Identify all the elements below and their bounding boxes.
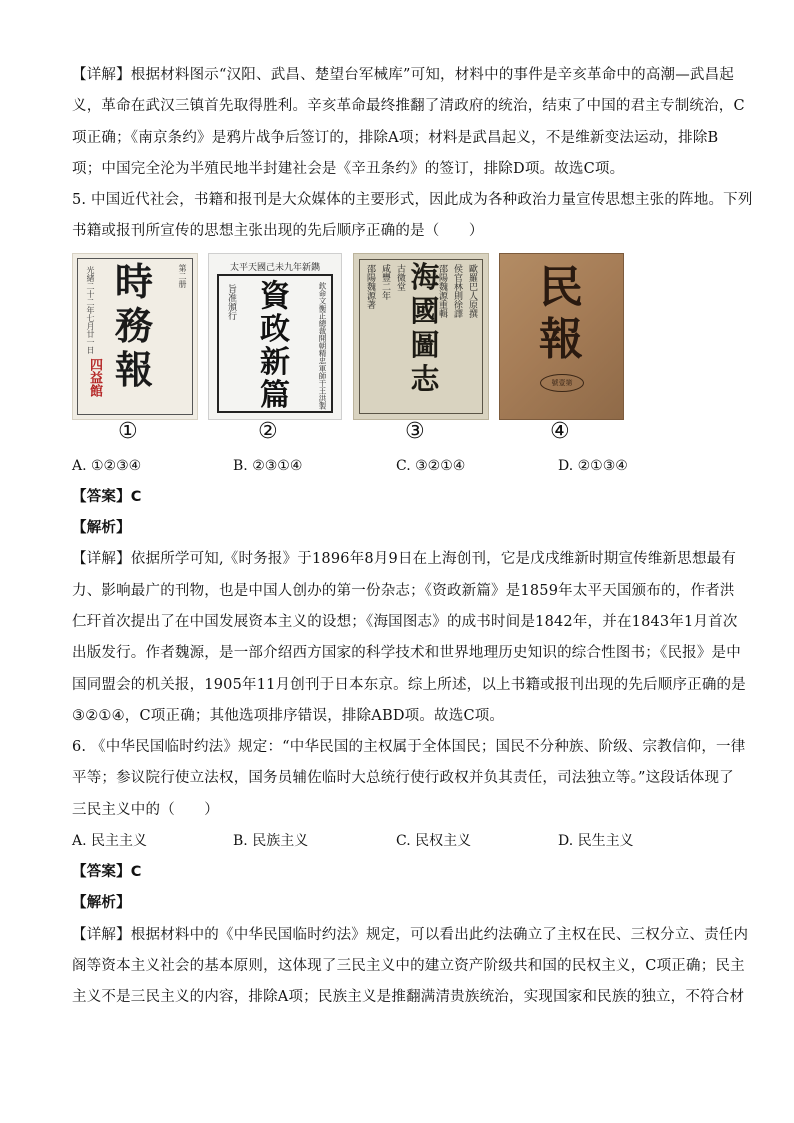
cover-column-text: 咸豐二年 [380,263,390,300]
explain-line: 主义不是三民主义的内容，排除A项；民族主义是推翻满清贵族统治，实现国家和民族的独立，不符合材 [72,989,745,1006]
cover-title-char: 務 [114,302,153,348]
cover-stamp: 四益館 [87,357,102,397]
cover-side-text: 第二册 [178,263,187,288]
question-5-stem: 书籍或报刊所宣传的思想主张出现的先后顺序正确的是（ ） [72,223,484,240]
cover-title-char: 報 [539,313,583,365]
question-5-options [72,451,732,482]
document-page [72,60,753,1014]
answer-label: 【答案】C [72,864,142,881]
option-d[interactable]: D. 民生主义 [558,833,634,850]
cover-title-char: 民 [539,261,583,313]
shiwubao-cover-image [72,253,198,420]
explain-line: 力、影响最广的刊物，也是中国人创办的第一份杂志；《资政新篇》是1859年太平天国颁布的，作者洪 [72,582,735,599]
question-5-stem: 5. 中国近代社会，书籍和报刊是大众媒体的主要形式，因此成为各种政治力量宣传思想主张的阵地。下列 [72,192,753,209]
cover-column-text: 古微堂 [395,263,405,291]
cover-title-char: 資 [260,278,290,314]
cover-side-text: 欽命文衡正總裁開朝精忠軍師干王洪製 [318,281,327,410]
cover-subtitle-oval [540,374,584,392]
option-a[interactable]: A. ①②③④ [72,457,142,474]
cover-column-text: 邵陽魏源重輯 [437,263,447,318]
explain-line: 项；中国完全沦为半殖民地半封建社会是《辛丑条约》的签订，排除D项。故选C项。 [72,160,625,177]
explain-line: 【详解】根据材料中的《中华民国临时约法》规定，可以看出此约法确立了主权在民、三权分立、责任内 [72,926,749,943]
explain-line: 【详解】根据材料图示“汉阳、武昌、楚望台军械库”可知，材料中的事件是辛亥革命中的高潮—武昌起 [72,67,735,83]
explain-line: ③②①④，C项正确；其他选项排序错误，排除ABD项。故选C项。 [72,707,505,724]
cover-subtitle: 號壹第 [551,378,573,387]
question-6-stem: 平等；参议院行使立法权，国务员辅佐临时大总统行使行政权并负其责任，司法独立等。”这段话体现了 [72,770,734,787]
cover-column-text: 侯官林則徐譯 [452,263,462,318]
explain-line: 国同盟会的机关报，1905年11月创刊于日本东京。综上所述，以上书籍或报刊出现的先后顺序正确的是 [72,676,746,693]
cover-column-text: 歐羅巴人原撰 [467,263,477,318]
explain-line: 项正确；《南京条约》是鸦片战争后签订的，排除A项；材料是武昌起义，不是维新变法运动，排除B [72,129,719,146]
cover-title-char: 志 [410,361,440,396]
cover-side-text: 旨准頒行 [226,283,236,320]
option-b[interactable]: B. 民族主义 [233,833,309,850]
option-c[interactable]: C. ③②①④ [396,457,466,474]
cover-title-char: 政 [260,311,290,347]
cover-title-char: 圖 [410,327,440,362]
cover-top-text: 太平天國己未九年新鐫 [229,262,320,273]
question-6-stem: 三民主义中的（ ） [72,801,219,818]
option-c[interactable]: C. 民权主义 [396,833,472,850]
image-number-4: ④ [550,418,570,444]
cover-title-char: 報 [114,346,153,392]
minbao-cover-image [499,253,624,420]
haiguotuzhi-cover-image [353,253,489,420]
cover-title-char: 海 [410,259,440,294]
analysis-label: 【解析】 [72,520,131,537]
explain-line: 义，革命在武汉三镇首先取得胜利。辛亥革命最终推翻了清政府的统治，结束了中国的君主专制统治，C [72,98,745,115]
cover-column-text: 邵陽魏源著 [365,263,375,309]
image-number-3: ③ [405,418,425,444]
cover-title-char: 新 [260,344,290,380]
cover-title-char: 篇 [260,377,290,413]
image-number-1: ① [118,418,138,444]
option-a[interactable]: A. 民主主义 [72,833,148,850]
image-number-2: ② [258,418,278,444]
book-cover-images [72,253,732,451]
explain-line: 出版发行。作者魏源，是一部介绍西方国家的科学技术和世界地理历史知识的综合性图书；《民报》是中 [72,645,741,662]
zizhengxinpian-cover-image [208,253,342,420]
question-6-options [72,826,732,857]
explain-line: 阁等资本主义社会的基本原则，这体现了三民主义中的建立资产阶级共和国的民权主义，C项正确；民主 [72,957,745,974]
cover-title-char: 時 [114,258,153,304]
analysis-label: 【解析】 [72,895,131,912]
cover-title-char: 國 [410,293,440,328]
option-d[interactable]: D. ②①③④ [558,457,628,474]
explain-line: 仁玕首次提出了在中国发展资本主义的设想；《海国图志》的成书时间是1842年，并在1843年1月首次 [72,613,738,630]
answer-label: 【答案】C [72,488,142,505]
option-b[interactable]: B. ②③①④ [233,457,303,474]
question-6-stem: 6. 《中华民国临时约法》规定：“中华民国的主权属于全体国民；国民不分种族、阶级、宗教信仰，一律 [72,739,746,756]
explain-line: 【详解】依据所学可知,《时务报》于1896年8月9日在上海创刊，它是戊戌维新时期宣传维新思想最有 [72,551,737,568]
cover-side-text: 光緒二十二年七月廿一日 [86,265,95,354]
